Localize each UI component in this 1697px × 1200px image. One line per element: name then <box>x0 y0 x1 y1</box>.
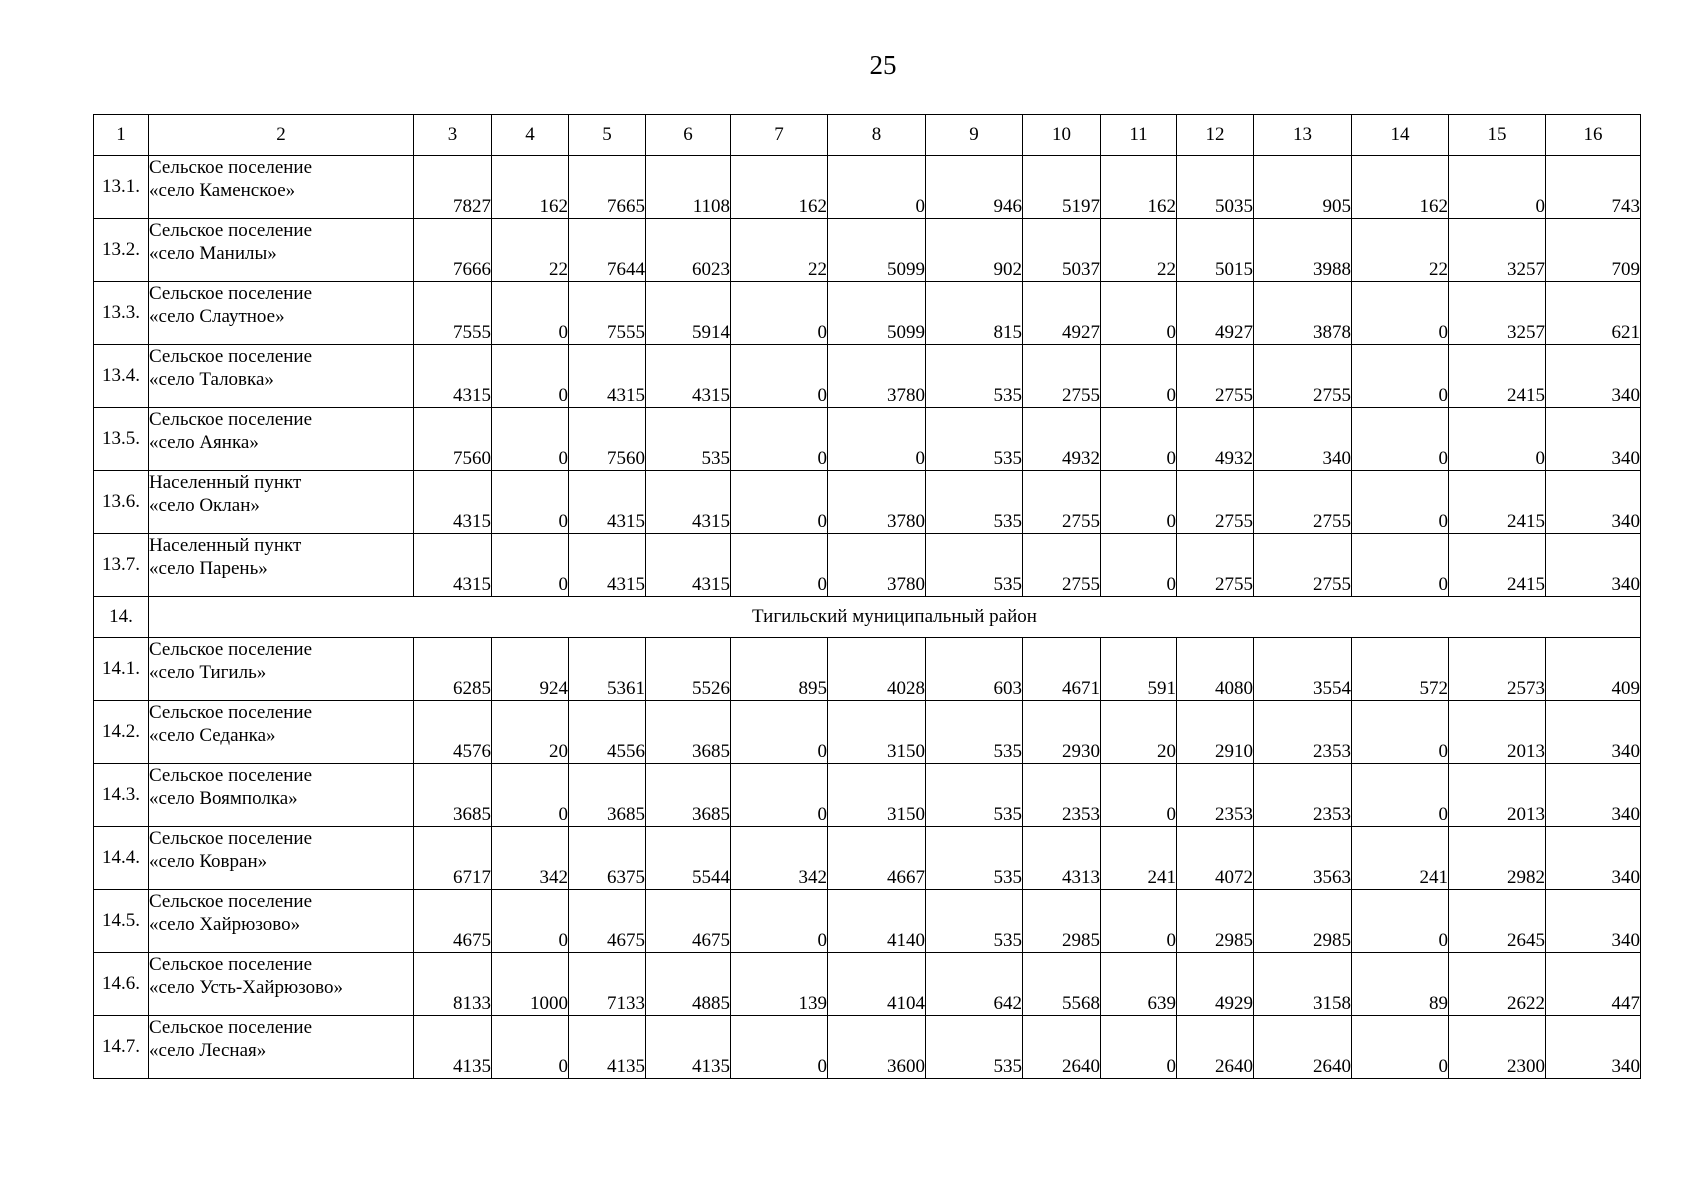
settlement-name-cell <box>149 764 414 827</box>
table-row <box>94 345 1641 408</box>
column-header: 7 <box>731 115 828 156</box>
row-number: 14.4. <box>94 827 149 890</box>
settlement-type: Сельское поселение <box>149 409 313 430</box>
settlement-type: Сельское поселение <box>149 1017 313 1038</box>
value-cell: 2415 <box>1449 534 1546 597</box>
value-cell: 2755 <box>1023 471 1101 534</box>
row-number: 14.7. <box>94 1016 149 1079</box>
value-cell: 3158 <box>1254 953 1352 1016</box>
value-cell: 0 <box>731 408 828 471</box>
settlement-name-cell <box>149 219 414 282</box>
value-cell: 3257 <box>1449 219 1546 282</box>
settlement-type: Сельское поселение <box>149 283 313 304</box>
value-cell: 0 <box>492 534 569 597</box>
value-cell: 5035 <box>1177 156 1254 219</box>
settlement-name: «село Седанка» <box>149 725 276 746</box>
row-number: 13.7. <box>94 534 149 597</box>
row-number: 13.5. <box>94 408 149 471</box>
value-cell: 0 <box>1101 764 1177 827</box>
value-cell: 2755 <box>1254 471 1352 534</box>
value-cell: 5526 <box>646 638 731 701</box>
value-cell: 340 <box>1546 345 1641 408</box>
value-cell: 3780 <box>828 471 926 534</box>
settlement-name: «село Лесная» <box>149 1040 267 1061</box>
value-cell: 0 <box>492 764 569 827</box>
value-cell: 6375 <box>569 827 646 890</box>
value-cell: 139 <box>731 953 828 1016</box>
column-header: 15 <box>1449 115 1546 156</box>
table-row <box>94 156 1641 219</box>
value-cell: 162 <box>1352 156 1449 219</box>
value-cell: 0 <box>1352 408 1449 471</box>
row-number: 13.4. <box>94 345 149 408</box>
value-cell: 639 <box>1101 953 1177 1016</box>
settlement-type: Сельское поселение <box>149 346 313 367</box>
settlement-type: Сельское поселение <box>149 954 313 975</box>
value-cell: 1000 <box>492 953 569 1016</box>
column-header: 2 <box>149 115 414 156</box>
value-cell: 3685 <box>646 701 731 764</box>
value-cell: 2353 <box>1177 764 1254 827</box>
value-cell: 4932 <box>1023 408 1101 471</box>
value-cell: 2755 <box>1023 534 1101 597</box>
value-cell: 3685 <box>646 764 731 827</box>
value-cell: 0 <box>1449 408 1546 471</box>
value-cell: 0 <box>1101 408 1177 471</box>
value-cell: 535 <box>926 471 1023 534</box>
value-cell: 3685 <box>414 764 492 827</box>
value-cell: 4315 <box>569 471 646 534</box>
value-cell: 902 <box>926 219 1023 282</box>
value-cell: 535 <box>926 534 1023 597</box>
value-cell: 5544 <box>646 827 731 890</box>
value-cell: 4315 <box>414 345 492 408</box>
value-cell: 4927 <box>1177 282 1254 345</box>
value-cell: 0 <box>1352 345 1449 408</box>
settlement-name-cell <box>149 408 414 471</box>
value-cell: 2985 <box>1023 890 1101 953</box>
value-cell: 4671 <box>1023 638 1101 701</box>
settlement-name-cell <box>149 156 414 219</box>
settlement-name-cell <box>149 1016 414 1079</box>
value-cell: 0 <box>731 282 828 345</box>
row-number: 14.2. <box>94 701 149 764</box>
value-cell: 2755 <box>1177 534 1254 597</box>
value-cell: 0 <box>731 1016 828 1079</box>
value-cell: 0 <box>828 408 926 471</box>
table-row <box>94 219 1641 282</box>
column-header: 5 <box>569 115 646 156</box>
value-cell: 7644 <box>569 219 646 282</box>
header-row <box>94 115 1641 156</box>
value-cell: 4885 <box>646 953 731 1016</box>
section-number: 14. <box>94 597 149 638</box>
value-cell: 5037 <box>1023 219 1101 282</box>
value-cell: 4576 <box>414 701 492 764</box>
value-cell: 340 <box>1546 471 1641 534</box>
page-number: 25 <box>869 50 897 80</box>
table-row <box>94 282 1641 345</box>
settlement-name: «село Хайрюзово» <box>149 914 301 935</box>
value-cell: 2640 <box>1254 1016 1352 1079</box>
value-cell: 340 <box>1546 1016 1641 1079</box>
value-cell: 7133 <box>569 953 646 1016</box>
value-cell: 3988 <box>1254 219 1352 282</box>
row-number: 13.2. <box>94 219 149 282</box>
value-cell: 0 <box>492 282 569 345</box>
section-row <box>94 597 1641 638</box>
value-cell: 4315 <box>569 345 646 408</box>
value-cell: 535 <box>926 764 1023 827</box>
value-cell: 340 <box>1546 890 1641 953</box>
value-cell: 924 <box>492 638 569 701</box>
column-header: 1 <box>94 115 149 156</box>
value-cell: 3554 <box>1254 638 1352 701</box>
column-header: 9 <box>926 115 1023 156</box>
value-cell: 0 <box>731 701 828 764</box>
value-cell: 3878 <box>1254 282 1352 345</box>
value-cell: 340 <box>1546 701 1641 764</box>
value-cell: 4929 <box>1177 953 1254 1016</box>
value-cell: 4313 <box>1023 827 1101 890</box>
value-cell: 2755 <box>1177 345 1254 408</box>
value-cell: 20 <box>492 701 569 764</box>
value-cell: 4135 <box>569 1016 646 1079</box>
value-cell: 535 <box>926 408 1023 471</box>
value-cell: 5099 <box>828 282 926 345</box>
column-header: 11 <box>1101 115 1177 156</box>
value-cell: 4667 <box>828 827 926 890</box>
settlement-name: «село Ковран» <box>149 851 268 872</box>
value-cell: 5099 <box>828 219 926 282</box>
value-cell: 591 <box>1101 638 1177 701</box>
value-cell: 905 <box>1254 156 1352 219</box>
settlement-name-cell <box>149 345 414 408</box>
value-cell: 342 <box>731 827 828 890</box>
value-cell: 6285 <box>414 638 492 701</box>
value-cell: 4315 <box>414 534 492 597</box>
value-cell: 4675 <box>646 890 731 953</box>
value-cell: 2930 <box>1023 701 1101 764</box>
settlement-type: Сельское поселение <box>149 891 313 912</box>
value-cell: 0 <box>1101 282 1177 345</box>
value-cell: 0 <box>1101 345 1177 408</box>
value-cell: 0 <box>1352 701 1449 764</box>
settlement-name-cell <box>149 890 414 953</box>
value-cell: 2755 <box>1177 471 1254 534</box>
value-cell: 2353 <box>1254 701 1352 764</box>
value-cell: 0 <box>731 534 828 597</box>
table-row <box>94 638 1641 701</box>
value-cell: 4315 <box>646 534 731 597</box>
row-number: 13.1. <box>94 156 149 219</box>
value-cell: 535 <box>926 345 1023 408</box>
value-cell: 22 <box>1352 219 1449 282</box>
value-cell: 4104 <box>828 953 926 1016</box>
value-cell: 4675 <box>414 890 492 953</box>
settlement-name: «село Аянка» <box>149 432 259 453</box>
value-cell: 2622 <box>1449 953 1546 1016</box>
column-header: 12 <box>1177 115 1254 156</box>
value-cell: 4927 <box>1023 282 1101 345</box>
row-number: 14.3. <box>94 764 149 827</box>
row-number: 14.1. <box>94 638 149 701</box>
value-cell: 0 <box>492 890 569 953</box>
value-cell: 535 <box>926 890 1023 953</box>
value-cell: 4080 <box>1177 638 1254 701</box>
value-cell: 4028 <box>828 638 926 701</box>
column-header: 8 <box>828 115 926 156</box>
value-cell: 2755 <box>1023 345 1101 408</box>
row-number: 14.5. <box>94 890 149 953</box>
value-cell: 241 <box>1352 827 1449 890</box>
value-cell: 4675 <box>569 890 646 953</box>
value-cell: 4135 <box>646 1016 731 1079</box>
settlement-name-cell <box>149 701 414 764</box>
value-cell: 2985 <box>1177 890 1254 953</box>
value-cell: 2645 <box>1449 890 1546 953</box>
value-cell: 621 <box>1546 282 1641 345</box>
value-cell: 4140 <box>828 890 926 953</box>
value-cell: 89 <box>1352 953 1449 1016</box>
value-cell: 0 <box>731 345 828 408</box>
value-cell: 4315 <box>646 471 731 534</box>
value-cell: 7666 <box>414 219 492 282</box>
settlement-name-cell <box>149 638 414 701</box>
value-cell: 4932 <box>1177 408 1254 471</box>
value-cell: 7665 <box>569 156 646 219</box>
data-table <box>93 114 1641 1079</box>
value-cell: 2415 <box>1449 345 1546 408</box>
value-cell: 0 <box>1352 282 1449 345</box>
table-row <box>94 471 1641 534</box>
value-cell: 2353 <box>1254 764 1352 827</box>
value-cell: 2982 <box>1449 827 1546 890</box>
value-cell: 3780 <box>828 345 926 408</box>
table-row <box>94 408 1641 471</box>
settlement-name: «село Усть-Хайрюзово» <box>149 977 343 998</box>
value-cell: 642 <box>926 953 1023 1016</box>
value-cell: 7560 <box>569 408 646 471</box>
table-row <box>94 701 1641 764</box>
value-cell: 0 <box>1449 156 1546 219</box>
value-cell: 3685 <box>569 764 646 827</box>
value-cell: 0 <box>492 1016 569 1079</box>
column-header: 6 <box>646 115 731 156</box>
value-cell: 5914 <box>646 282 731 345</box>
value-cell: 2353 <box>1023 764 1101 827</box>
settlement-name: «село Оклан» <box>149 495 260 516</box>
value-cell: 3150 <box>828 701 926 764</box>
value-cell: 0 <box>731 471 828 534</box>
value-cell: 7560 <box>414 408 492 471</box>
settlement-name-cell <box>149 827 414 890</box>
value-cell: 4315 <box>569 534 646 597</box>
value-cell: 1108 <box>646 156 731 219</box>
value-cell: 0 <box>492 345 569 408</box>
settlement-name: «село Слаутное» <box>149 306 285 327</box>
table-row <box>94 764 1641 827</box>
row-number: 14.6. <box>94 953 149 1016</box>
value-cell: 5361 <box>569 638 646 701</box>
settlement-type: Сельское поселение <box>149 639 313 660</box>
value-cell: 0 <box>1352 1016 1449 1079</box>
value-cell: 340 <box>1546 534 1641 597</box>
settlement-type: Сельское поселение <box>149 702 313 723</box>
value-cell: 7555 <box>569 282 646 345</box>
table-row <box>94 1016 1641 1079</box>
value-cell: 946 <box>926 156 1023 219</box>
value-cell: 2910 <box>1177 701 1254 764</box>
value-cell: 2640 <box>1023 1016 1101 1079</box>
value-cell: 535 <box>926 827 1023 890</box>
value-cell: 4072 <box>1177 827 1254 890</box>
value-cell: 162 <box>731 156 828 219</box>
value-cell: 535 <box>646 408 731 471</box>
column-header: 10 <box>1023 115 1101 156</box>
value-cell: 2013 <box>1449 701 1546 764</box>
value-cell: 409 <box>1546 638 1641 701</box>
value-cell: 0 <box>731 764 828 827</box>
value-cell: 2985 <box>1254 890 1352 953</box>
value-cell: 0 <box>1352 534 1449 597</box>
value-cell: 0 <box>1101 534 1177 597</box>
value-cell: 535 <box>926 701 1023 764</box>
value-cell: 2755 <box>1254 345 1352 408</box>
settlement-name: «село Таловка» <box>149 369 274 390</box>
value-cell: 5197 <box>1023 156 1101 219</box>
value-cell: 340 <box>1254 408 1352 471</box>
settlement-name: «село Воямполка» <box>149 788 298 809</box>
value-cell: 0 <box>1352 890 1449 953</box>
table-row <box>94 827 1641 890</box>
value-cell: 162 <box>1101 156 1177 219</box>
value-cell: 3780 <box>828 534 926 597</box>
column-header: 14 <box>1352 115 1449 156</box>
settlement-name: «село Каменское» <box>149 180 296 201</box>
value-cell: 3150 <box>828 764 926 827</box>
column-header: 4 <box>492 115 569 156</box>
table-row <box>94 953 1641 1016</box>
value-cell: 535 <box>926 1016 1023 1079</box>
value-cell: 2013 <box>1449 764 1546 827</box>
value-cell: 6023 <box>646 219 731 282</box>
settlement-type: Населенный пункт <box>149 472 302 493</box>
settlement-type: Сельское поселение <box>149 157 313 178</box>
row-number: 13.3. <box>94 282 149 345</box>
value-cell: 7555 <box>414 282 492 345</box>
value-cell: 709 <box>1546 219 1641 282</box>
settlement-name-cell <box>149 953 414 1016</box>
value-cell: 340 <box>1546 408 1641 471</box>
value-cell: 2755 <box>1254 534 1352 597</box>
value-cell: 162 <box>492 156 569 219</box>
value-cell: 4315 <box>414 471 492 534</box>
value-cell: 340 <box>1546 764 1641 827</box>
value-cell: 241 <box>1101 827 1177 890</box>
value-cell: 8133 <box>414 953 492 1016</box>
value-cell: 22 <box>731 219 828 282</box>
value-cell: 743 <box>1546 156 1641 219</box>
value-cell: 572 <box>1352 638 1449 701</box>
value-cell: 603 <box>926 638 1023 701</box>
value-cell: 2300 <box>1449 1016 1546 1079</box>
value-cell: 2573 <box>1449 638 1546 701</box>
section-title: Тигильский муниципальный район <box>149 597 1641 638</box>
value-cell: 0 <box>1101 1016 1177 1079</box>
value-cell: 340 <box>1546 827 1641 890</box>
value-cell: 20 <box>1101 701 1177 764</box>
value-cell: 3257 <box>1449 282 1546 345</box>
settlement-type: Сельское поселение <box>149 765 313 786</box>
settlement-type: Сельское поселение <box>149 220 313 241</box>
column-header: 3 <box>414 115 492 156</box>
column-header: 13 <box>1254 115 1352 156</box>
column-header: 16 <box>1546 115 1641 156</box>
value-cell: 6717 <box>414 827 492 890</box>
value-cell: 815 <box>926 282 1023 345</box>
value-cell: 0 <box>1101 471 1177 534</box>
value-cell: 0 <box>1352 764 1449 827</box>
value-cell: 447 <box>1546 953 1641 1016</box>
value-cell: 0 <box>1352 471 1449 534</box>
value-cell: 22 <box>1101 219 1177 282</box>
value-cell: 0 <box>828 156 926 219</box>
value-cell: 2640 <box>1177 1016 1254 1079</box>
value-cell: 0 <box>492 408 569 471</box>
value-cell: 4135 <box>414 1016 492 1079</box>
value-cell: 4556 <box>569 701 646 764</box>
settlement-type: Населенный пункт <box>149 535 302 556</box>
table-row <box>94 890 1641 953</box>
settlement-name-cell <box>149 471 414 534</box>
settlement-type: Сельское поселение <box>149 828 313 849</box>
value-cell: 4315 <box>646 345 731 408</box>
value-cell: 3600 <box>828 1016 926 1079</box>
value-cell: 342 <box>492 827 569 890</box>
settlement-name: «село Тигиль» <box>149 662 267 683</box>
value-cell: 22 <box>492 219 569 282</box>
value-cell: 895 <box>731 638 828 701</box>
value-cell: 0 <box>492 471 569 534</box>
value-cell: 3563 <box>1254 827 1352 890</box>
value-cell: 0 <box>1101 890 1177 953</box>
value-cell: 0 <box>731 890 828 953</box>
row-number: 13.6. <box>94 471 149 534</box>
value-cell: 5015 <box>1177 219 1254 282</box>
table-row <box>94 534 1641 597</box>
settlement-name: «село Манилы» <box>149 243 277 264</box>
settlement-name-cell <box>149 282 414 345</box>
settlement-name-cell <box>149 534 414 597</box>
value-cell: 7827 <box>414 156 492 219</box>
value-cell: 2415 <box>1449 471 1546 534</box>
settlement-name: «село Парень» <box>149 558 268 579</box>
value-cell: 5568 <box>1023 953 1101 1016</box>
